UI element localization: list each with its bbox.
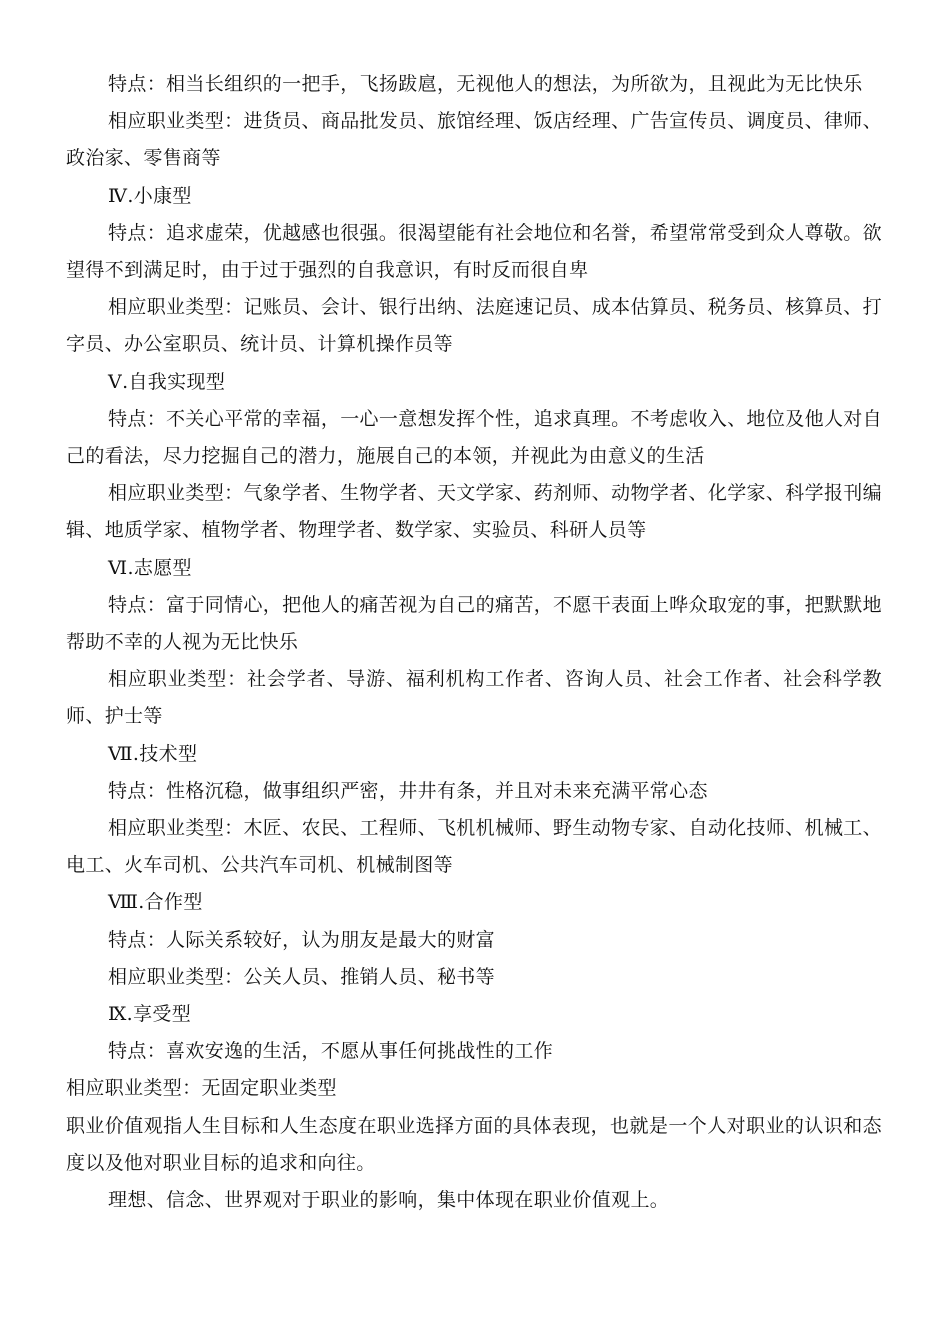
paragraph-careers-4: 相应职业类型：记账员、会计、银行出纳、法庭速记员、成本估算员、税务员、核算员、打字员、办公室职员、统计员、计算机操作员等 [66, 296, 883, 356]
paragraph-careers-7: 相应职业类型：木匠、农民、工程师、飞机机械师、野生动物专家、自动化技师、机械工、电工、火车司机、公共汽车司机、机械制图等 [66, 817, 883, 877]
paragraph-trait-7: 特点：性格沉稳，做事组织严密，井井有条，并且对未来充满平常心态 [108, 779, 708, 802]
paragraph-careers-9: 相应职业类型：无固定职业类型 [66, 1077, 337, 1100]
document-page [66, 66, 882, 1219]
heading-type-9: Ⅸ.享受型 [108, 1003, 192, 1026]
heading-type-5: Ⅴ.自我实现型 [108, 370, 226, 393]
paragraph-career-values-definition: 职业价值观指人生目标和人生态度在职业选择方面的具体表现，也就是一个人对职业的认识和态度以及他对职业目标的追求和向往。 [66, 1114, 882, 1174]
paragraph-careers-8: 相应职业类型：公关人员、推销人员、秘书等 [108, 965, 496, 988]
heading-type-7: Ⅶ.技术型 [108, 742, 198, 765]
paragraph-trait-9: 特点：喜欢安逸的生活，不愿从事任何挑战性的工作 [108, 1040, 554, 1063]
paragraph-trait-6: 特点：富于同情心，把他人的痛苦视为自己的痛苦，不愿干表面上哗众取宠的事，把默默地帮助不幸的人视为无比快乐 [66, 593, 883, 654]
heading-type-6: Ⅵ.志愿型 [108, 556, 192, 579]
paragraph-career-values-ideals: 理想、信念、世界观对于职业的影响，集中体现在职业价值观上。 [108, 1189, 670, 1212]
paragraph-trait-4: 特点：追求虚荣，优越感也很强。很渴望能有社会地位和名誉，希望常常受到众人尊敬。欲望得不到满足时，由于过于强烈的自我意识，有时反而很自卑 [66, 221, 883, 282]
heading-type-8: Ⅷ.合作型 [108, 891, 203, 914]
paragraph-careers-6: 相应职业类型：社会学者、导游、福利机构工作者、咨询人员、社会工作者、社会科学教师、护士等 [66, 668, 882, 728]
paragraph-trait-3: 特点：相当长组织的一把手，飞扬跋扈，无视他人的想法，为所欲为，且视此为无比快乐 [108, 73, 863, 95]
paragraph-trait-5: 特点：不关心平常的幸福，一心一意想发挥个性，追求真理。不考虑收入、地位及他人对自己的看法，尽力挖掘自己的潜力，施展自己的本领，并视此为由意义的生活 [66, 407, 883, 468]
heading-type-4: Ⅳ.小康型 [108, 184, 192, 207]
paragraph-trait-8: 特点：人际关系较好，认为朋友是最大的财富 [108, 928, 496, 951]
paragraph-careers-3: 相应职业类型：进货员、商品批发员、旅馆经理、饭店经理、广告宣传员、调度员、律师、政治家、零售商等 [66, 110, 883, 170]
paragraph-careers-5: 相应职业类型：气象学者、生物学者、天文学家、药剂师、动物学者、化学家、科学报刊编辑、地质学家、植物学者、物理学者、数学家、实验员、科研人员等 [66, 482, 883, 542]
